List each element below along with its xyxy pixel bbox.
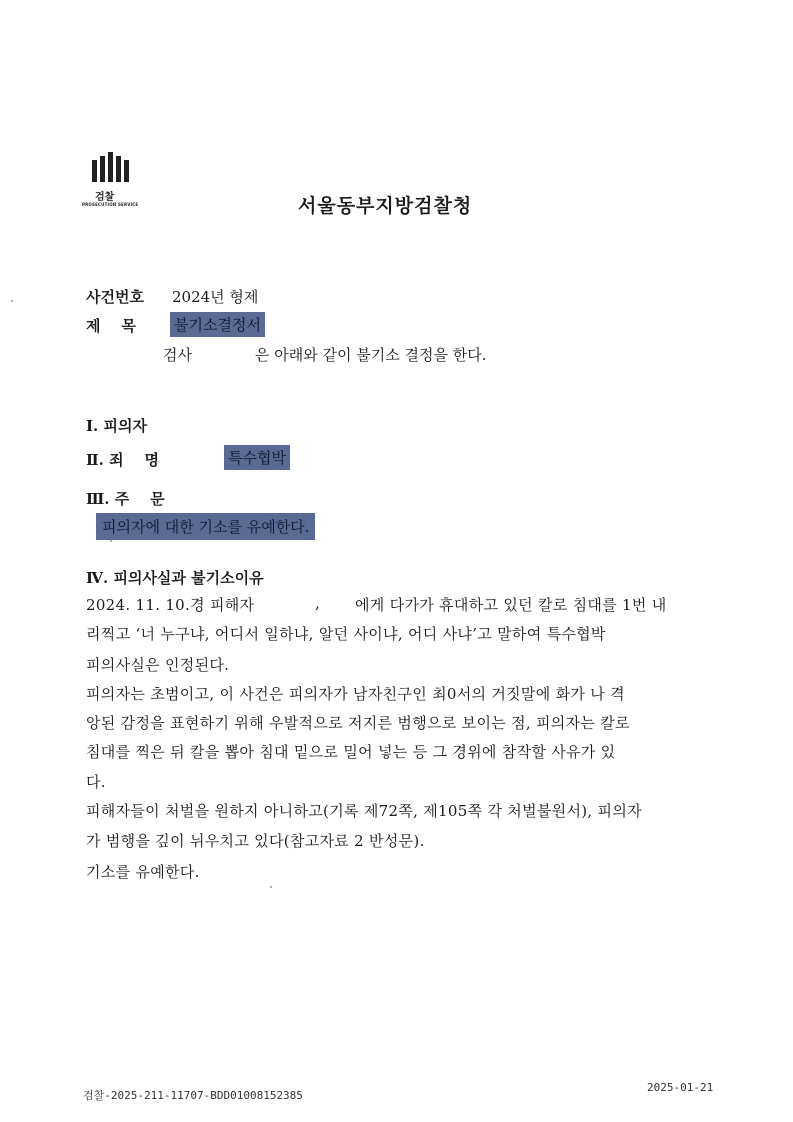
- prosecution-logo: [82, 152, 144, 208]
- body-line-2: 리찍고 ‘너 누구냐, 어디서 일하냐, 알던 사이냐, 어디 사냐’고 말하여 특수협박: [86, 625, 606, 643]
- section-disposition-label: Ⅲ. 주 문: [86, 490, 165, 508]
- body-line-8: 피해자들이 처벌을 원하지 아니하고(기록 제72쪽, 제105쪽 각 처벌불원서), 피의자: [86, 802, 642, 820]
- logo-bars-icon: [92, 152, 128, 182]
- section-charge-label: Ⅱ. 죄 명: [86, 451, 159, 469]
- body-line-1c: 에게 다가가 휴대하고 있던 칼로 침대를 1번 내: [355, 596, 667, 614]
- subject-label: 제 목: [86, 317, 136, 335]
- body-line-1b: ,: [315, 594, 320, 612]
- scan-speck: [270, 886, 272, 888]
- body-line-3: 피의사실은 인정된다.: [86, 656, 230, 674]
- section-charge-value: 특수협박: [224, 445, 290, 470]
- section-facts-title: Ⅳ. 피의사실과 불기소이유: [86, 569, 264, 587]
- intro-text: 은 아래와 같이 불기소 결정을 한다.: [255, 346, 487, 364]
- body-line-5: 앙된 감정을 표현하기 위해 우발적으로 저지른 범행으로 보이는 점, 피의자는 칼로: [86, 714, 630, 732]
- body-line-7: 다.: [86, 773, 106, 791]
- office-title: 서울동부지방검찰청: [298, 195, 473, 217]
- document-id: 검찰-2025-211-11707-BDD01008152385: [83, 1089, 303, 1102]
- section-suspect: Ⅰ. 피의자: [86, 417, 147, 435]
- body-line-4: 피의자는 초범이고, 이 사건은 피의자가 남자친구인 최0서의 거짓말에 화가 나 격: [86, 685, 625, 703]
- intro-prefix: 검사: [163, 346, 192, 364]
- body-line-6: 침대를 찍은 뒤 칼을 뽑아 침대 밑으로 밀어 넣는 등 그 경위에 참작할 사유가 있: [86, 743, 616, 761]
- case-number-label: 사건번호: [86, 288, 144, 306]
- scan-speck: [11, 300, 13, 302]
- section-disposition-value: 피의자에 대한 기소를 유예한다.: [96, 513, 315, 540]
- body-line-1a: 2024. 11. 10.경 피해자: [86, 596, 255, 614]
- body-line-10: 기소를 유예한다.: [86, 863, 200, 881]
- logo-korean-text: 검찰: [95, 192, 115, 203]
- subject-value: 불기소결정서: [170, 312, 265, 337]
- case-number-value: 2024년 형제: [172, 288, 259, 306]
- scan-speck: [110, 540, 112, 542]
- document-date: 2025-01-21: [647, 1081, 714, 1094]
- logo-english-text: PROSECUTION SERVICE: [82, 202, 139, 207]
- body-line-9: 가 범행을 깊이 뉘우치고 있다(참고자료 2 반성문).: [86, 832, 425, 850]
